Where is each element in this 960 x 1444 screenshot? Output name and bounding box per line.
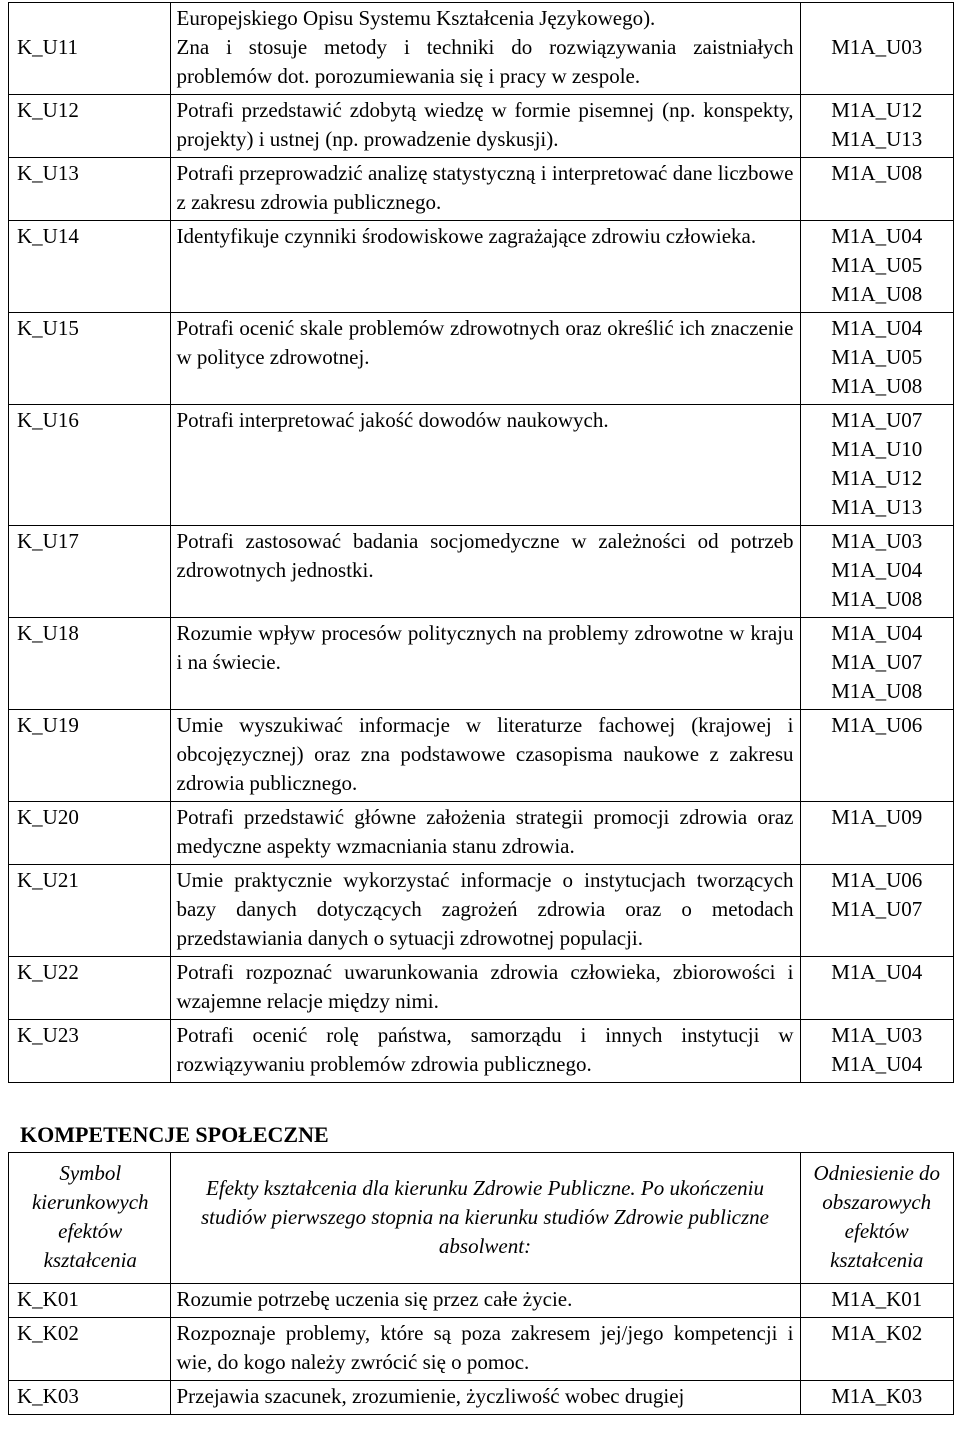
outcome-symbol: K_U23	[9, 1020, 171, 1083]
table-row	[9, 526, 954, 618]
skills-table-body	[9, 3, 954, 1083]
outcome-reference: M1A_U06 M1A_U07	[800, 865, 954, 957]
outcome-description: Potrafi interpretować jakość dowodów naukowych.	[170, 405, 800, 526]
outcome-description: Przejawia szacunek, zrozumienie, życzliwość wobec drugiej	[170, 1381, 800, 1415]
outcome-description: Rozumie wpływ procesów politycznych na problemy zdrowotne w kraju i na świecie.	[170, 618, 800, 710]
outcome-description: Rozpoznaje problemy, które są poza zakresem jej/jego kompetencji i wie, do kogo należy zwrócić się o pomoc.	[170, 1318, 800, 1381]
table-row	[9, 1020, 954, 1083]
outcome-symbol: K_U15	[9, 313, 171, 405]
outcome-description: Rozumie potrzebę uczenia się przez całe życie.	[170, 1284, 800, 1318]
learning-outcomes-competences-table	[8, 1152, 954, 1415]
outcome-description: Potrafi ocenić rolę państwa, samorządu i innych instytucji w rozwiązywaniu problemów zdrowia publicznego.	[170, 1020, 800, 1083]
outcome-reference: M1A_U06	[800, 710, 954, 802]
outcome-symbol: K_U19	[9, 710, 171, 802]
outcome-reference: M1A_U03 M1A_U04 M1A_U08	[800, 526, 954, 618]
table-row	[9, 3, 954, 95]
outcome-symbol: K_K02	[9, 1318, 171, 1381]
table-row	[9, 710, 954, 802]
outcome-reference: M1A_K01	[800, 1284, 954, 1318]
outcome-symbol: K_U14	[9, 221, 171, 313]
table-row	[9, 405, 954, 526]
outcome-symbol: K_U18	[9, 618, 171, 710]
outcome-reference: M1A_U04	[800, 957, 954, 1020]
outcome-symbol: K_U21	[9, 865, 171, 957]
table-row	[9, 1318, 954, 1381]
table-header-row	[9, 1153, 954, 1284]
outcome-description: Umie praktycznie wykorzystać informacje o instytucjach tworzących bazy danych dotyczących zagrożeń zdrowia oraz o metodach przedstawiania danych o sytuacji zdrowotnej populacji.	[170, 865, 800, 957]
table-row	[9, 865, 954, 957]
outcome-reference: M1A_U07 M1A_U10 M1A_U12 M1A_U13	[800, 405, 954, 526]
outcome-description: Potrafi przedstawić zdobytą wiedzę w formie pisemnej (np. konspekty, projekty) i ustnej (np. prowadzenie dyskusji).	[170, 95, 800, 158]
header-symbol: Symbol kierunkowych efektów kształcenia	[9, 1153, 171, 1284]
outcome-description: Potrafi przeprowadzić analizę statystyczną i interpretować dane liczbowe z zakresu zdrowia publicznego.	[170, 158, 800, 221]
outcome-reference: M1A_U09	[800, 802, 954, 865]
outcome-reference: M1A_U12 M1A_U13	[800, 95, 954, 158]
outcome-description: Potrafi rozpoznać uwarunkowania zdrowia człowieka, zbiorowości i wzajemne relacje między nimi.	[170, 957, 800, 1020]
outcome-reference: M1A_U03 M1A_U04	[800, 1020, 954, 1083]
header-reference: Odniesienie do obszarowych efektów kształcenia	[800, 1153, 954, 1284]
table-row	[9, 618, 954, 710]
outcome-reference: M1A_U04 M1A_U07 M1A_U08	[800, 618, 954, 710]
competences-table-body	[9, 1284, 954, 1415]
table-row	[9, 802, 954, 865]
outcome-description: Umie wyszukiwać informacje w literaturze fachowej (krajowej i obcojęzycznej) oraz zna podstawowe czasopisma naukowe z zakresu zdrowia publicznego.	[170, 710, 800, 802]
outcome-reference: M1A_U04 M1A_U05 M1A_U08	[800, 221, 954, 313]
outcome-reference: M1A_K02	[800, 1318, 954, 1381]
table-row	[9, 1284, 954, 1318]
table-row	[9, 957, 954, 1020]
table-row	[9, 1381, 954, 1415]
outcome-reference: M1A_K03	[800, 1381, 954, 1415]
table-row	[9, 95, 954, 158]
outcome-description: Identyfikuje czynniki środowiskowe zagrażające zdrowiu człowieka.	[170, 221, 800, 313]
outcome-symbol: K_U11	[9, 3, 171, 95]
outcome-description: Potrafi zastosować badania socjomedyczne w zależności od potrzeb zdrowotnych jednostki.	[170, 526, 800, 618]
learning-outcomes-skills-table	[8, 2, 954, 1083]
outcome-symbol: K_K01	[9, 1284, 171, 1318]
table-row	[9, 313, 954, 405]
header-description: Efekty kształcenia dla kierunku Zdrowie Publiczne. Po ukończeniu studiów pierwszego stopnia na kierunku studiów Zdrowie publiczne absolwent:	[170, 1153, 800, 1284]
table-row	[9, 158, 954, 221]
outcome-symbol: K_U13	[9, 158, 171, 221]
outcome-symbol: K_U20	[9, 802, 171, 865]
outcome-description: Europejskiego Opisu Systemu Kształcenia Językowego). Zna i stosuje metody i techniki do rozwiązywania zaistniałych problemów dot. porozumiewania się i pracy w zespole.	[170, 3, 800, 95]
outcome-description: Potrafi przedstawić główne założenia strategii promocji zdrowia oraz medyczne aspekty wzmacniania stanu zdrowia.	[170, 802, 800, 865]
outcome-symbol: K_U17	[9, 526, 171, 618]
outcome-symbol: K_U22	[9, 957, 171, 1020]
outcome-reference: M1A_U08	[800, 158, 954, 221]
outcome-description: Potrafi ocenić skale problemów zdrowotnych oraz określić ich znaczenie w polityce zdrowotnej.	[170, 313, 800, 405]
outcome-reference: M1A_U03	[800, 3, 954, 95]
table-row	[9, 221, 954, 313]
outcome-symbol: K_U16	[9, 405, 171, 526]
outcome-reference: M1A_U04 M1A_U05 M1A_U08	[800, 313, 954, 405]
section-title: KOMPETENCJE SPOŁECZNE	[20, 1122, 329, 1147]
outcome-symbol: K_K03	[9, 1381, 171, 1415]
outcome-symbol: K_U12	[9, 95, 171, 158]
